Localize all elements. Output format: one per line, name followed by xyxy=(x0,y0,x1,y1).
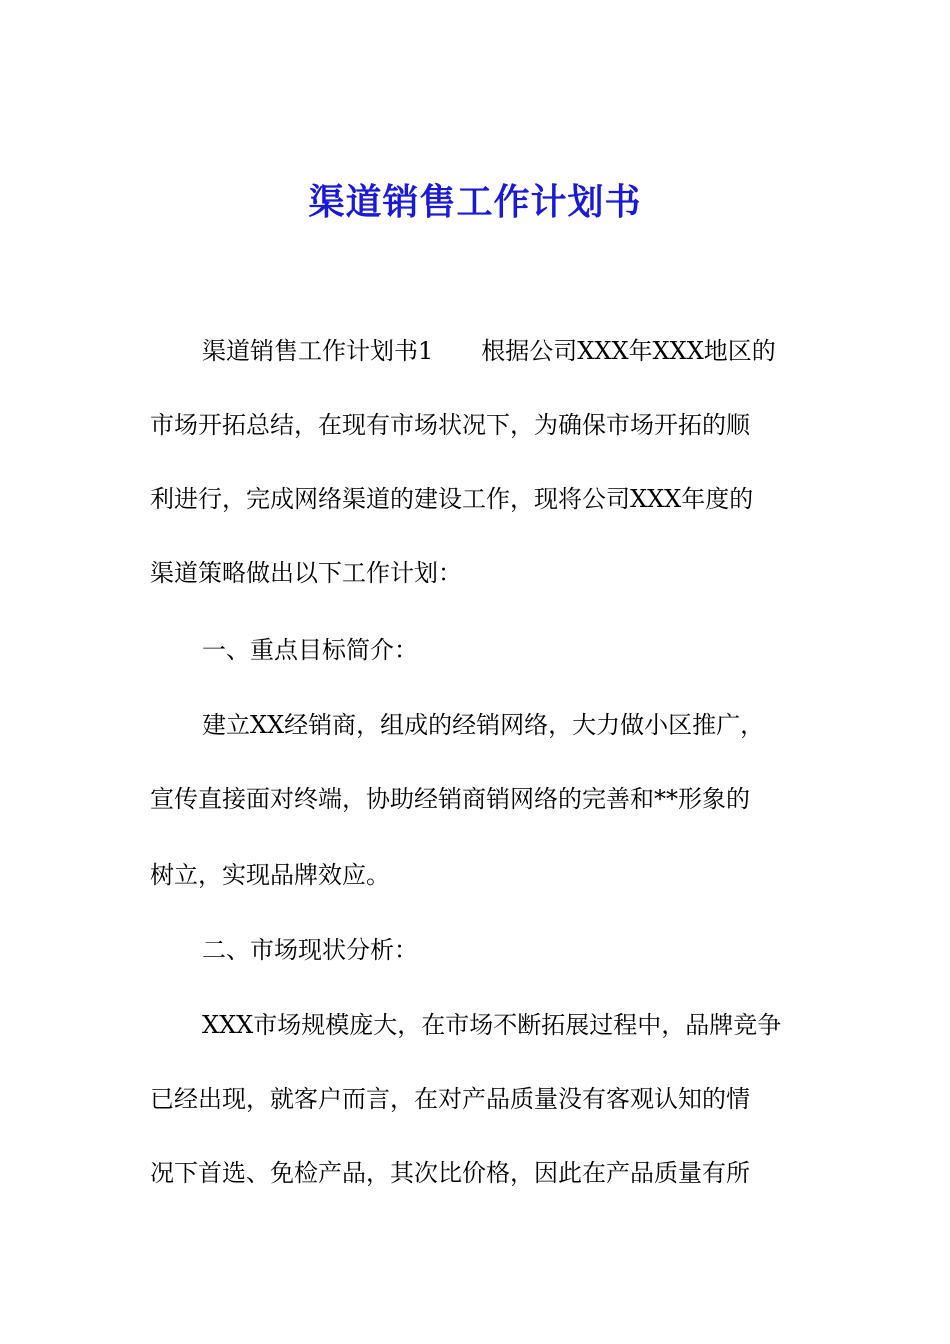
paragraph-line: XXX市场规模庞大，在市场不断拓展过程中，品牌竞争 xyxy=(202,1011,782,1039)
paragraph-line: 树立，实现品牌效应。 xyxy=(150,861,390,889)
section-heading: 一、重点目标简介： xyxy=(202,636,418,664)
paragraph-line: 况下首选、免检产品，其次比价格，因此在产品质量有所 xyxy=(150,1159,750,1187)
paragraph-line: 利进行，完成网络渠道的建设工作，现将公司XXX年度的 xyxy=(150,485,754,513)
paragraph-line: 建立XX经销商，组成的经销网络，大力做小区推广， xyxy=(202,711,765,739)
paragraph-line: 已经出现，就客户而言，在对产品质量没有客观认知的情 xyxy=(150,1085,750,1113)
paragraph-line: 渠道销售工作计划书1 根据公司XXX年XXX地区的 xyxy=(202,337,776,365)
paragraph-line: 市场开拓总结，在现有市场状况下，为确保市场开拓的顺 xyxy=(150,411,750,439)
paragraph-line: 宣传直接面对终端，协助经销商销网络的完善和**形象的 xyxy=(150,785,750,813)
paragraph-line: 渠道策略做出以下工作计划： xyxy=(150,559,462,587)
section-heading: 二、市场现状分析： xyxy=(202,936,418,964)
document-title: 渠道销售工作计划书 xyxy=(308,181,642,223)
